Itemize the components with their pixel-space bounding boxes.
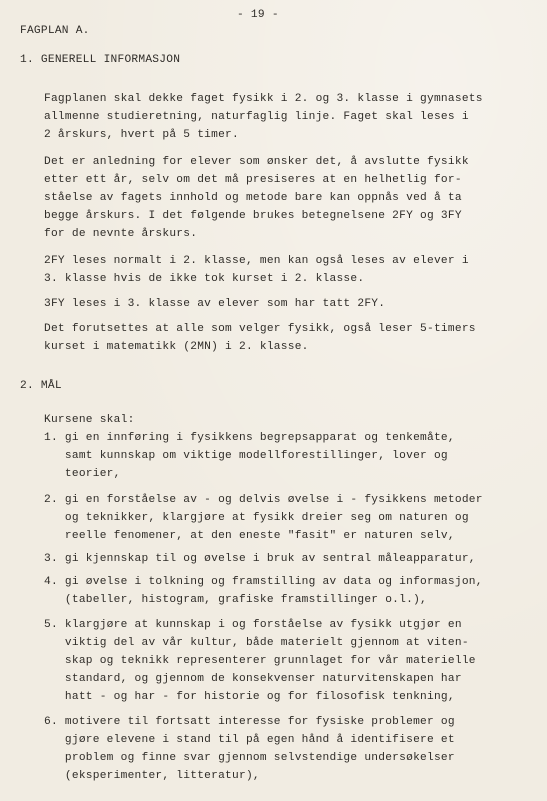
text-line: for de nevnte årskurs. xyxy=(44,228,198,240)
text-line: 3. klasse hvis de ikke tok kurset i 2. klasse. xyxy=(44,273,365,285)
goal-line: skap og teknikk representerer grunnlaget for vår materielle xyxy=(44,655,476,667)
goal-line: problem og finne svar gjennom selvstendige undersøkelser xyxy=(44,752,455,764)
goal-line: (eksperimenter, litteratur), xyxy=(44,770,260,782)
goal-line: gjøre elevene i stand til på egen hånd å identifisere et xyxy=(44,734,455,746)
goal-line: reelle fenomener, at den eneste "fasit" er naturen selv, xyxy=(44,530,455,542)
text-line: 2FY leses normalt i 2. klasse, men kan også leses av elever i xyxy=(44,255,469,267)
text-line: Det er anledning for elever som ønsker det, å avslutte fysikk xyxy=(44,156,469,168)
page-number: - 19 - xyxy=(237,9,279,21)
text-line: 3FY leses i 3. klasse av elever som har tatt 2FY. xyxy=(44,298,386,310)
goal-line: samt kunnskap om viktige modellforestillinger, lover og xyxy=(44,450,448,462)
goal-line: teorier, xyxy=(44,468,121,480)
goal-line: viktig del av vår kultur, både materielt gjennom at viten- xyxy=(44,637,469,649)
goal-line: 4. gi øvelse i tolkning og framstilling av data og informasjon, xyxy=(44,576,483,588)
text-line: 2 årskurs, hvert på 5 timer. xyxy=(44,129,239,141)
goal-line: 5. klargjøre at kunnskap i og forståelse av fysikk utgjør en xyxy=(44,619,462,631)
goal-line: 3. gi kjennskap til og øvelse i bruk av sentral måleapparatur, xyxy=(44,553,476,565)
goal-line: og teknikker, klargjøre at fysikk dreier seg om naturen og xyxy=(44,512,469,524)
section-heading: 2. MÅL xyxy=(20,380,62,392)
goal-line: standard, og gjennom de konsekvenser naturvitenskapen har xyxy=(44,673,462,685)
text-line: kurset i matematikk (2MN) i 2. klasse. xyxy=(44,341,309,353)
text-line: begge årskurs. I det følgende brukes betegnelsene 2FY og 3FY xyxy=(44,210,462,222)
text-line: etter ett år, selv om det må presiseres at en helhetlig for- xyxy=(44,174,462,186)
text-line: ståelse av fagets innhold og metode bare kan oppnås ved å ta xyxy=(44,192,462,204)
text-line: Det forutsettes at alle som velger fysikk, også leser 5-timers xyxy=(44,323,476,335)
goal-line: 1. gi en innføring i fysikkens begrepsapparat og tenkemåte, xyxy=(44,432,455,444)
goal-line: 6. motivere til fortsatt interesse for fysiske problemer og xyxy=(44,716,455,728)
goal-line: (tabeller, histogram, grafiske framstillinger o.l.), xyxy=(44,594,427,606)
section-heading: 1. GENERELL INFORMASJON xyxy=(20,54,181,66)
goal-line: hatt - og har - for historie og for filosofisk tenkning, xyxy=(44,691,455,703)
text-line: allmenne studieretning, naturfaglig linje. Faget skal leses i xyxy=(44,111,469,123)
list-intro: Kursene skal: xyxy=(44,414,135,426)
goal-line: 2. gi en forståelse av - og delvis øvelse i - fysikkens metoder xyxy=(44,494,483,506)
header-title: FAGPLAN A. xyxy=(20,25,90,37)
text-line: Fagplanen skal dekke faget fysikk i 2. og 3. klasse i gymnasets xyxy=(44,93,483,105)
